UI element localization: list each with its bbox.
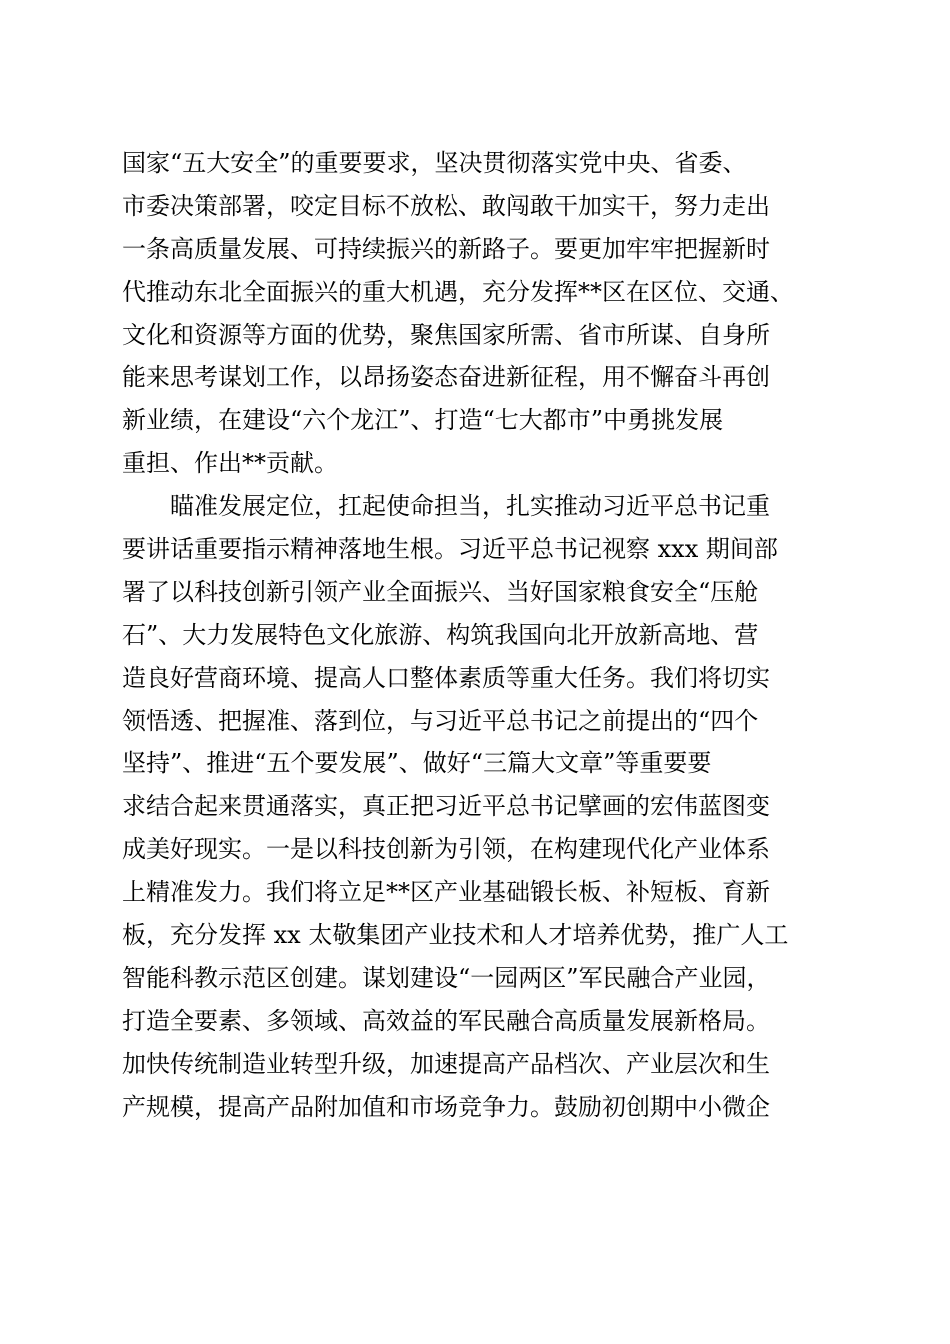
text-line: 加快传统制造业转型升级，加速提高产品档次、产业层次和生 <box>122 1049 770 1078</box>
text-line: 能来思考谋划工作，以昂扬姿态奋进新征程，用不懈奋斗再创 <box>122 363 770 392</box>
paragraph-2 <box>122 485 842 1128</box>
text-line: 求结合起来贯通落实，真正把习近平总书记擘画的宏伟蓝图变 <box>122 792 770 821</box>
text-line: 上精准发力。我们将立足**区产业基础锻长板、补短板、育新 <box>122 878 770 907</box>
text-line: 新业绩，在建设“六个龙江”、打造“七大都市”中勇挑发展 <box>122 406 724 435</box>
text-line: 代推动东北全面振兴的重大机遇，充分发挥**区在区位、交通、 <box>122 277 794 306</box>
text-line: 智能科教示范区创建。谋划建设“一园两区”军民融合产业园， <box>122 963 771 992</box>
text-line: 署了以科技创新引领产业全面振兴、当好国家粮食安全“压舱 <box>122 577 759 606</box>
text-line: 成美好现实。一是以科技创新为引领，在构建现代化产业体系 <box>122 835 770 864</box>
text-line: 文化和资源等方面的优势，聚焦国家所需、省市所谋、自身所 <box>122 320 770 349</box>
text-line: 产规模，提高产品附加值和市场竞争力。鼓励初创期中小微企 <box>122 1092 770 1121</box>
document-body <box>122 142 842 1128</box>
paragraph-1 <box>122 142 842 485</box>
text-line: 领悟透、把握准、落到位，与习近平总书记之前提出的“四个 <box>122 706 759 735</box>
text-line: 打造全要素、多领域、高效益的军民融合高质量发展新格局。 <box>122 1006 770 1035</box>
text-line: 一条高质量发展、可持续振兴的新路子。要更加牢牢把握新时 <box>122 234 770 263</box>
text-line: 坚持”、推进“五个要发展”、做好“三篇大文章”等重要要 <box>122 749 712 778</box>
text-line: 国家“五大安全”的重要要求，坚决贯彻落实党中央、省委、 <box>122 149 747 177</box>
text-line: 造良好营商环境、提高人口整体素质等重大任务。我们将切实 <box>122 663 770 692</box>
text-line: 要讲话重要指示精神落地生根。习近平总书记视察 xxx 期间部 <box>122 535 778 564</box>
text-line: 板，充分发挥 xx 太敬集团产业技术和人才培养优势，推广人工 <box>122 921 789 950</box>
text-line: 重担、作出**贡献。 <box>122 449 338 478</box>
text-line: 市委决策部署，咬定目标不放松、敢闯敢干加实干，努力走出 <box>122 191 770 220</box>
text-line: 瞄准发展定位，扛起使命担当，扎实推动习近平总书记重 <box>170 492 770 521</box>
text-line: 石”、大力发展特色文化旅游、构筑我国向北开放新高地、营 <box>122 620 759 649</box>
